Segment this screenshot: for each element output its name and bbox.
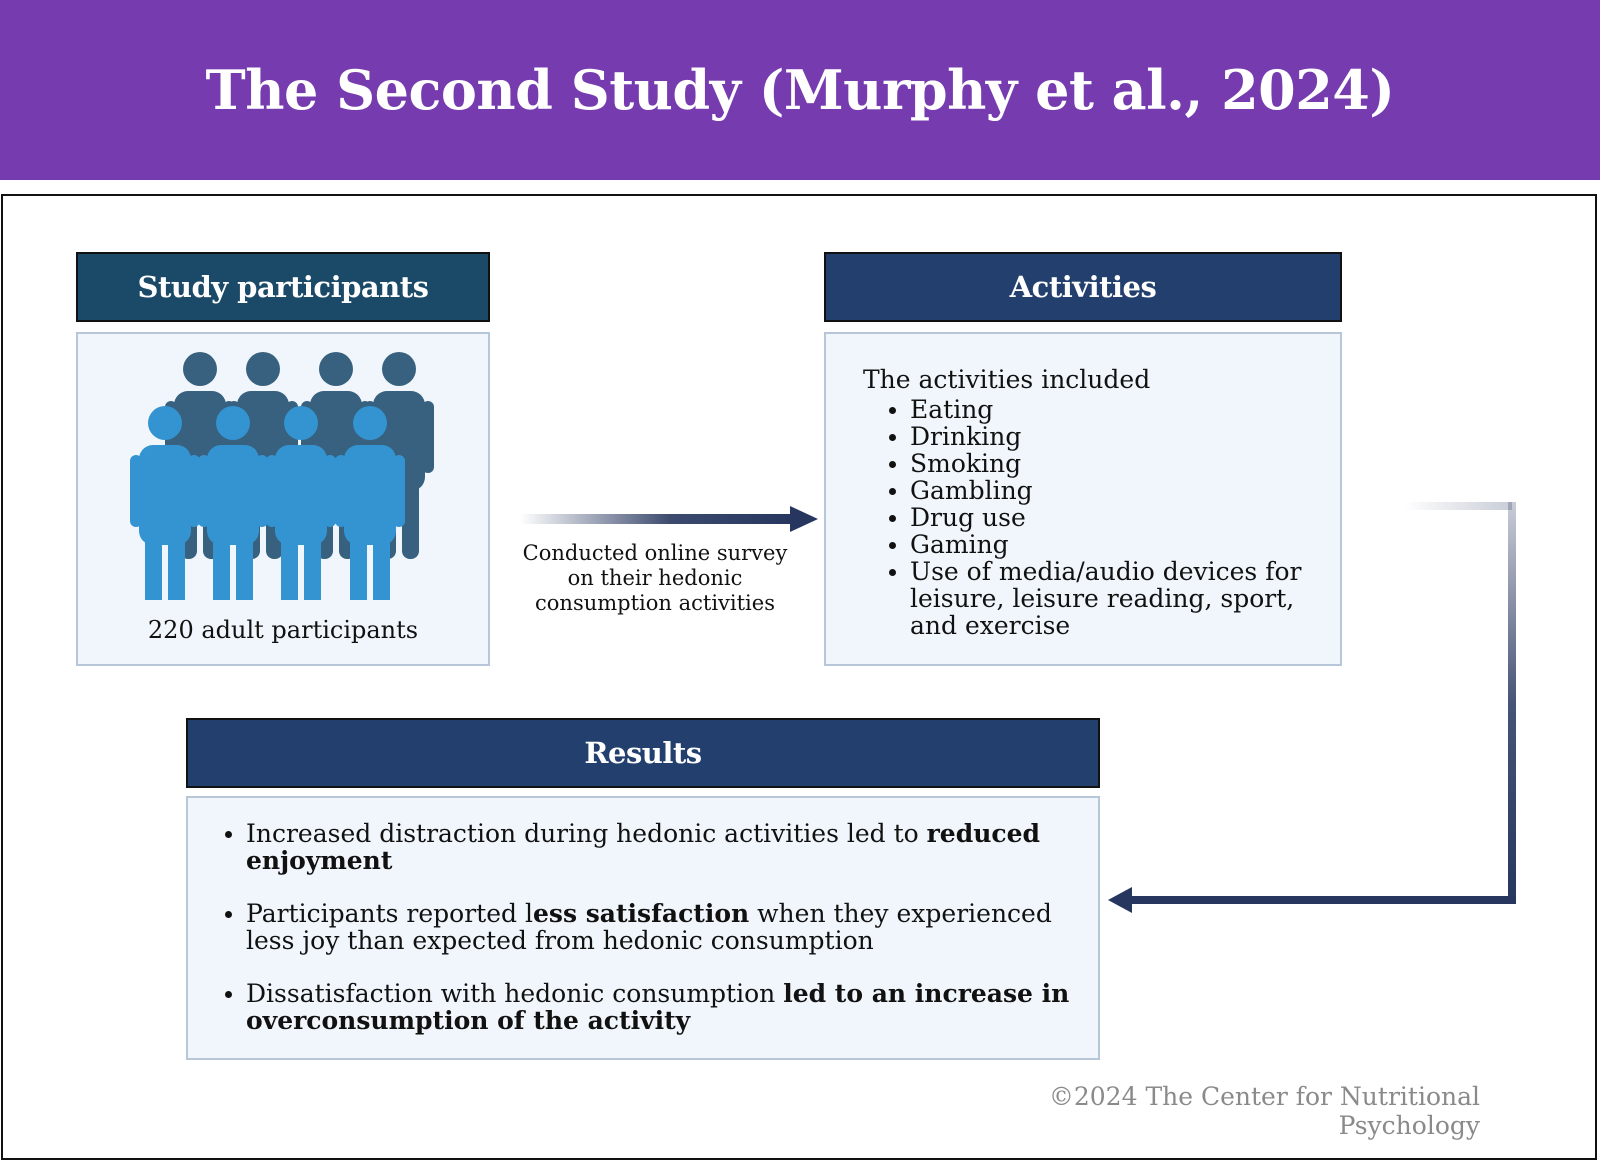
activity-item: Drug use	[910, 504, 1310, 531]
result-text: when they experienced less joy than expected from hedonic consumption	[246, 899, 1052, 955]
results-arrow-vertical	[1508, 502, 1516, 904]
result-text: Participants reported l	[246, 899, 533, 928]
survey-arrow-label: Conducted online survey on their hedonic consumption activities	[522, 541, 788, 615]
activity-item: Gaming	[910, 531, 1310, 558]
page-title: The Second Study (Murphy et al., 2024)	[205, 58, 1395, 122]
result-text: Dissatisfaction with hedonic consumption	[246, 979, 784, 1008]
result-emphasis: ess satisfaction	[532, 899, 750, 928]
results-arrow-head	[1108, 887, 1132, 913]
activity-item: Drinking	[910, 423, 1310, 450]
activities-intro: The activities included	[863, 365, 1151, 394]
copyright: ©2024 The Center for Nutritional Psychology	[1048, 1082, 1480, 1140]
result-emphasis: led to an increase in overconsumption of the activity	[246, 979, 1070, 1035]
result-text: Increased distraction during hedonic activities led to	[246, 819, 927, 848]
results-arrow-bottom	[1128, 896, 1516, 904]
survey-arrow-shaft	[520, 514, 794, 524]
results-arrow-top	[1404, 502, 1512, 510]
results-header-label: Results	[584, 736, 702, 770]
result-emphasis: reduced enjoyment	[246, 819, 1040, 875]
survey-arrow-head	[790, 506, 818, 532]
activity-item: Use of media/audio devices for leisure, leisure reading, sport, and exercise	[910, 558, 1310, 639]
activities-header-label: Activities	[1009, 270, 1157, 304]
activity-item: Smoking	[910, 450, 1310, 477]
activity-item: Gambling	[910, 477, 1310, 504]
activity-item: Eating	[910, 396, 1310, 423]
participants-header-label: Study participants	[137, 270, 429, 304]
participants-count: 220 adult participants	[147, 616, 419, 644]
